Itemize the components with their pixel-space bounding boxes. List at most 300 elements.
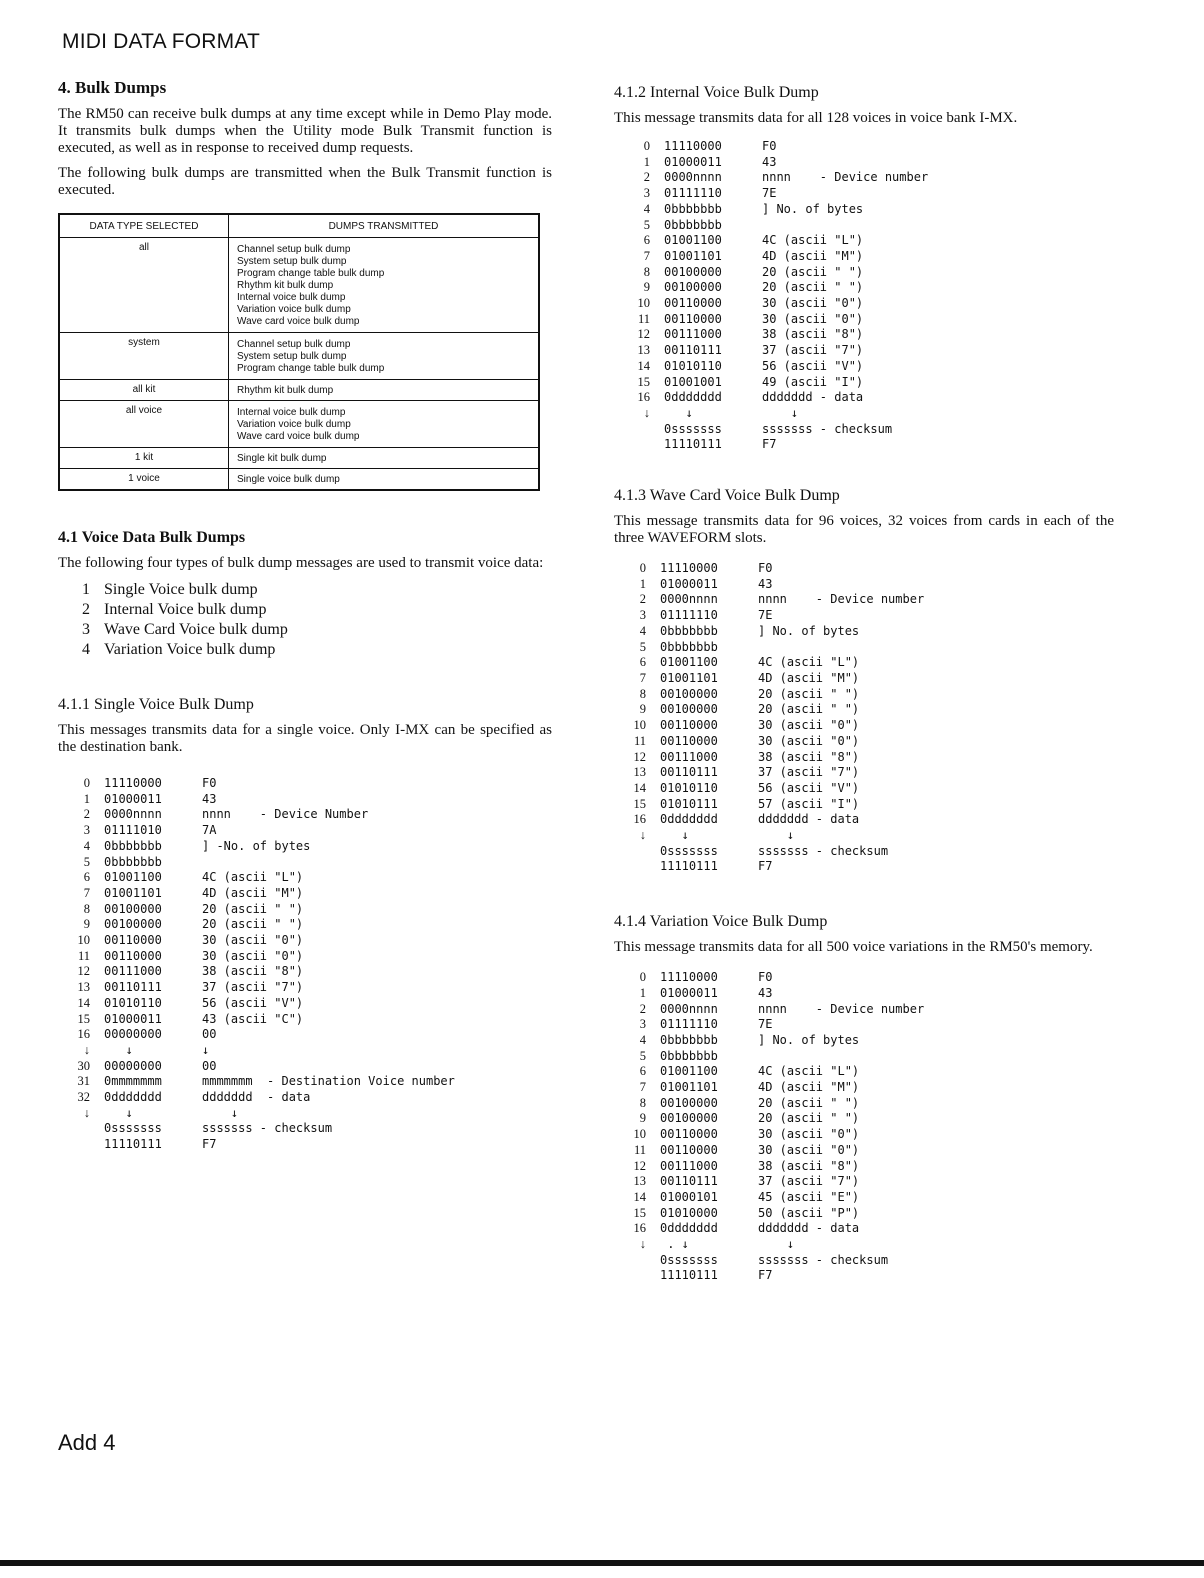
bulk-dumps-paragraph-2: The following bulk dumps are transmitted when the Bulk Transmit function is executed. [58,165,552,198]
byte-binary: 01000011 [660,985,718,1000]
message-byte-row [614,970,924,986]
byte-binary: 0ddddddd [104,1090,162,1105]
byte-value: 20 (ascii " ") [202,917,304,932]
byte-index: 13 [633,765,646,780]
byte-index: 11 [637,311,650,326]
byte-value: F7 [202,1137,217,1152]
byte-value: nnnn - Device Number [202,807,369,822]
byte-binary: 01001100 [660,1064,718,1079]
message-byte-row [614,1221,924,1237]
byte-value: sssssss - checksum [202,1121,333,1136]
dump-item: System setup bulk dump [237,256,347,267]
byte-binary: 00110000 [660,1142,718,1157]
page-footer: Add 4 [58,1430,116,1455]
byte-index: 16 [633,812,646,827]
message-byte-row [614,1080,924,1096]
message-byte-row [58,855,455,871]
byte-index: 5 [639,639,646,654]
byte-value: ddddddd - data [758,1221,860,1236]
byte-binary: ↓ [104,1042,133,1057]
dumps-cell [229,380,540,401]
byte-binary: 0000nnnn [660,1001,718,1016]
byte-binary: 01010110 [664,358,722,373]
byte-binary: 01001101 [660,670,718,685]
byte-value: 38 (ascii "8") [758,1158,860,1173]
byte-binary: 00100000 [664,264,722,279]
message-byte-row [614,1064,924,1080]
byte-value: 38 (ascii "8") [762,327,864,342]
byte-index: 14 [633,780,646,795]
byte-value: 30 (ascii "0") [762,296,864,311]
byte-binary: 01111010 [104,823,162,838]
message-byte-row [614,1127,924,1143]
section-heading-single-voice: 4.1.1 Single Voice Bulk Dump [58,696,254,713]
byte-value: 7E [758,608,773,623]
bottom-rule [0,1560,1204,1566]
byte-value [202,855,455,871]
byte-value: 30 (ascii "0") [762,311,864,326]
byte-value: 37 (ascii "7") [202,980,304,995]
byte-value: nnnn - Device number [762,170,929,185]
section-heading-wave-card-voice: 4.1.3 Wave Card Voice Bulk Dump [614,487,840,505]
message-byte-row [614,702,924,718]
data-type-cell: all kit [59,380,229,401]
byte-index: 1 [83,791,90,806]
message-byte-row [614,859,924,875]
message-byte-row [614,765,924,781]
byte-binary: 11110111 [660,859,718,874]
table-header-row [59,214,539,238]
byte-value: 43 [758,576,773,591]
byte-binary: 01000101 [660,1189,718,1204]
byte-value: ddddddd - data [758,812,860,827]
message-byte-row [614,1206,924,1222]
message-byte-row [618,406,928,422]
byte-index: ↓ [639,828,646,843]
message-byte-row [58,870,455,886]
page-header: MIDI DATA FORMAT [62,30,261,53]
table-header-dumps: DUMPS TRANSMITTED [229,214,540,238]
message-byte-row [618,139,928,155]
byte-index: 11 [633,733,646,748]
message-byte-row [58,917,455,933]
byte-binary: 0bbbbbbb [660,1048,718,1063]
data-type-cell: 1 voice [59,469,229,491]
dumps-cell [229,469,540,491]
byte-binary: ↓ [104,1105,133,1120]
byte-index: 15 [77,1011,90,1026]
byte-index: 3 [639,1017,646,1032]
internal-voice-paragraph: This message transmits data for all 128 voices in voice bank I-MX. [614,110,1018,126]
message-byte-row [614,1049,924,1065]
dump-item: Variation voice bulk dump [237,304,351,315]
message-byte-row [614,1111,924,1127]
message-byte-row [614,671,924,687]
message-byte-row [58,1074,455,1090]
byte-binary: 00110111 [660,1174,718,1189]
byte-value: 4C (ascii "L") [202,870,304,885]
message-byte-row [614,640,924,656]
byte-binary: 00110000 [664,296,722,311]
byte-value: 45 (ascii "E") [758,1189,860,1204]
byte-value: ↓ [758,1237,795,1252]
byte-value: 4C (ascii "L") [762,233,864,248]
byte-binary: 0bbbbbbb [664,201,722,216]
byte-index [614,1253,660,1269]
message-byte-row [618,186,928,202]
byte-index: 8 [639,686,646,701]
byte-binary: 00110111 [104,980,162,995]
byte-index: 3 [83,823,90,838]
byte-index: ↓ [639,1237,646,1252]
byte-value: 20 (ascii " ") [762,280,864,295]
byte-index: 14 [77,995,90,1010]
byte-binary: 0sssssss [104,1121,162,1136]
message-byte-row [618,343,928,359]
byte-index: 2 [643,170,650,185]
byte-index: 0 [643,139,650,153]
table-row [59,448,539,469]
message-byte-row [614,655,924,671]
byte-index [618,437,664,453]
voice-data-paragraph: The following four types of bulk dump messages are used to transmit voice data: [58,555,544,571]
byte-binary: 01000011 [660,576,718,591]
message-byte-row [614,986,924,1002]
byte-binary: 0ddddddd [660,1221,718,1236]
byte-index: 1 [643,154,650,169]
byte-index: 32 [77,1090,90,1105]
section-heading-internal-voice: 4.1.2 Internal Voice Bulk Dump [614,84,819,101]
byte-binary: 00100000 [104,901,162,916]
list-item: 2 Internal Voice bulk dump [82,601,267,618]
message-byte-row [618,265,928,281]
byte-value: F0 [758,561,773,576]
message-byte-row [614,828,924,844]
byte-index: 4 [83,838,90,853]
byte-binary: 01111110 [664,186,722,201]
byte-binary: . ↓ [660,1237,689,1252]
single-voice-message-listing [58,776,455,1153]
byte-binary: 00100000 [664,280,722,295]
message-byte-row [58,776,455,792]
byte-binary: 01001100 [664,233,722,248]
byte-index: 16 [77,1027,90,1042]
byte-binary: 11110000 [660,970,718,985]
message-byte-row [614,1253,924,1269]
internal-voice-message-listing [618,139,928,453]
byte-index: 6 [643,233,650,248]
byte-index [58,1121,104,1137]
dump-item: Internal voice bulk dump [237,292,346,303]
byte-binary: 01001101 [660,1080,718,1095]
byte-binary: 11110000 [664,139,722,153]
byte-binary: 0bbbbbbb [660,639,718,654]
byte-binary: 0000nnnn [664,170,722,185]
dump-item: Single voice bulk dump [237,474,340,485]
dump-item: System setup bulk dump [237,351,347,362]
byte-value: 30 (ascii "0") [758,718,860,733]
message-byte-row [614,1143,924,1159]
byte-binary: 0ddddddd [664,390,722,405]
byte-binary: 01000011 [664,154,722,169]
message-byte-row [614,1268,924,1284]
byte-binary: 00100000 [660,686,718,701]
byte-value: 43 [758,985,773,1000]
byte-value: ↓ [758,828,795,843]
byte-binary: 0000nnnn [104,807,162,822]
byte-value: 4C (ascii "L") [758,1064,860,1079]
byte-value: 50 (ascii "P") [758,1205,860,1220]
message-byte-row [618,170,928,186]
byte-value: F0 [758,970,773,985]
byte-index: 9 [639,702,646,717]
byte-value: 43 [202,791,217,806]
byte-index: 8 [83,901,90,916]
byte-binary: 00111000 [660,1158,718,1173]
byte-binary: 00000000 [104,1058,162,1073]
byte-binary: 11110111 [660,1268,718,1283]
byte-value: ↓ [202,1042,210,1057]
message-byte-row [58,902,455,918]
byte-value: sssssss - checksum [762,421,893,436]
byte-binary: 00111000 [104,964,162,979]
byte-value [758,640,924,656]
byte-value: 56 (ascii "V") [762,358,864,373]
byte-index: 2 [639,592,646,607]
byte-index: 5 [643,217,650,232]
message-byte-row [58,996,455,1012]
message-byte-row [58,1090,455,1106]
byte-index: 7 [639,1080,646,1095]
byte-binary: 11110111 [664,437,722,452]
byte-binary: 01010111 [660,796,718,811]
byte-index: 10 [637,296,650,311]
byte-binary: 01010110 [104,995,162,1010]
message-byte-row [614,1159,924,1175]
byte-binary: 00100000 [660,1111,718,1126]
variation-voice-paragraph: This message transmits data for all 500 voice variations in the RM50's memory. [614,939,1093,956]
wave-card-voice-paragraph: This message transmits data for 96 voices, 32 voices from cards in each of the three WAVEFORM slots. [614,513,1114,547]
byte-value: mmmmmmm - Destination Voice number [202,1074,455,1089]
left-column [58,78,552,1153]
byte-value: ] -No. of bytes [202,838,311,853]
byte-value: F7 [758,859,773,874]
byte-index: 8 [639,1095,646,1110]
message-byte-row [58,1121,455,1137]
message-byte-row [618,312,928,328]
byte-value: 4D (ascii "M") [758,1080,860,1095]
byte-binary: ↓ [660,828,689,843]
byte-value: 7E [762,186,777,201]
byte-index: 9 [83,917,90,932]
byte-value: ↓ [202,1105,239,1120]
byte-index: 13 [633,1174,646,1189]
byte-binary: 00110000 [660,733,718,748]
message-byte-row [618,327,928,343]
byte-binary: 01111110 [660,608,718,623]
byte-binary: 01001100 [104,870,162,885]
byte-value: F0 [202,776,217,790]
byte-value: 7A [202,823,217,838]
message-byte-row [614,561,924,577]
byte-index: 6 [83,870,90,885]
message-byte-row [614,1190,924,1206]
byte-index: 9 [643,280,650,295]
message-byte-row [618,202,928,218]
byte-value: 30 (ascii "0") [758,733,860,748]
byte-index: 3 [639,608,646,623]
message-byte-row [614,577,924,593]
message-byte-row [618,233,928,249]
message-byte-row [618,218,928,234]
byte-binary: 00111000 [660,749,718,764]
byte-index: 14 [637,358,650,373]
byte-binary: 0sssssss [660,843,718,858]
data-type-cell: all [59,238,229,333]
list-item: 3 Wave Card Voice bulk dump [82,621,288,638]
table-header-data-type: DATA TYPE SELECTED [59,214,229,238]
bulk-dumps-paragraph-1: The RM50 can receive bulk dumps at any time except while in Demo Play mode. It transmits bulk dumps when the Utility mode Bulk Transmit function is executed, as well as in response to received dump requests. [58,106,552,156]
message-byte-row [614,1002,924,1018]
byte-binary: 00110000 [660,718,718,733]
dump-item: Rhythm kit bulk dump [237,385,334,396]
byte-binary: 00111000 [664,327,722,342]
byte-value: nnnn - Device number [758,1001,925,1016]
byte-binary: 0bbbbbbb [664,217,722,232]
byte-value: 4D (ascii "M") [202,885,304,900]
message-byte-row [58,1027,455,1043]
byte-index [614,859,660,875]
message-byte-row [614,812,924,828]
byte-value: 4D (ascii "M") [758,670,860,685]
section-heading-variation-voice: 4.1.4 Variation Voice Bulk Dump [614,913,828,931]
byte-value: 30 (ascii "0") [758,1142,860,1157]
byte-value: ] No. of bytes [758,1032,860,1047]
byte-value: 56 (ascii "V") [758,780,860,795]
byte-index: 13 [637,343,650,358]
message-byte-row [58,823,455,839]
byte-value: 43 (ascii "C") [202,1011,304,1026]
message-byte-row [614,608,924,624]
voice-dump-type-list [82,580,552,660]
message-byte-row [614,781,924,797]
byte-index: 11 [633,1142,646,1157]
byte-binary: 00110000 [660,1127,718,1142]
dump-item: Channel setup bulk dump [237,339,351,350]
message-byte-row [614,718,924,734]
dump-item: Internal voice bulk dump [237,407,346,418]
byte-index: 6 [639,655,646,670]
byte-value: 00 [202,1058,217,1073]
byte-index: 0 [639,561,646,576]
message-byte-row [614,1033,924,1049]
byte-value: 4C (ascii "L") [758,655,860,670]
byte-binary: 11110000 [104,776,162,790]
byte-value: ddddddd - data [202,1090,311,1105]
byte-value: F7 [758,1268,773,1283]
byte-value: 57 (ascii "I") [758,796,860,811]
byte-binary: 11110000 [660,561,718,576]
byte-index: 16 [633,1221,646,1236]
message-byte-row [58,1012,455,1028]
byte-index: 8 [643,264,650,279]
message-byte-row [614,734,924,750]
byte-index [618,422,664,438]
byte-value: 20 (ascii " ") [758,1111,860,1126]
message-byte-row [58,1137,455,1153]
byte-binary: 0000nnnn [660,592,718,607]
byte-binary: 0bbbbbbb [660,623,718,638]
message-byte-row [618,296,928,312]
byte-binary: 0bbbbbbb [104,838,162,853]
message-byte-row [58,949,455,965]
byte-value: 4D (ascii "M") [762,248,864,263]
dumps-cell [229,238,540,333]
section-heading-voice-data: 4.1 Voice Data Bulk Dumps [58,529,246,546]
byte-value: 38 (ascii "8") [758,749,860,764]
byte-index: 11 [77,948,90,963]
message-byte-row [618,375,928,391]
byte-binary: 01000011 [104,791,162,806]
byte-binary: 00110111 [664,343,722,358]
byte-index: ↓ [83,1042,90,1057]
dump-item: Program change table bulk dump [237,268,385,279]
byte-index: 4 [639,1032,646,1047]
single-voice-paragraph: This messages transmits data for a single voice. Only I-MX can be specified as the destination bank. [58,722,552,755]
byte-index: 12 [633,749,646,764]
byte-binary: 01111110 [660,1017,718,1032]
byte-index: ↓ [643,405,650,420]
byte-value [762,218,928,234]
byte-binary: 00110000 [664,311,722,326]
message-byte-row [58,964,455,980]
byte-index: 15 [637,374,650,389]
message-byte-row [618,422,928,438]
byte-binary: 00110000 [104,948,162,963]
byte-value: 37 (ascii "7") [762,343,864,358]
message-byte-row [58,886,455,902]
byte-binary: 0bbbbbbb [104,854,162,869]
byte-value: ] No. of bytes [762,201,864,216]
byte-index: 10 [633,1127,646,1142]
byte-index: 3 [643,186,650,201]
message-byte-row [614,1096,924,1112]
byte-index: 10 [633,718,646,733]
variation-voice-message-listing [614,970,924,1284]
dumps-cell [229,333,540,380]
byte-binary: 00100000 [660,702,718,717]
dump-item: Program change table bulk dump [237,363,385,374]
byte-index: 15 [633,796,646,811]
byte-index: 1 [639,985,646,1000]
byte-index: ↓ [83,1105,90,1120]
byte-index [58,1137,104,1153]
byte-binary: 0mmmmmmm [104,1074,162,1089]
byte-value: 49 (ascii "I") [762,374,864,389]
table-row [59,401,539,448]
byte-index: 2 [639,1001,646,1016]
byte-index: 5 [639,1048,646,1063]
dumps-cell [229,401,540,448]
byte-value: 20 (ascii " ") [758,1095,860,1110]
byte-binary: 0sssssss [664,421,722,436]
byte-value: sssssss - checksum [758,1252,889,1267]
byte-binary: ↓ [664,405,693,420]
message-byte-row [618,359,928,375]
wave-card-voice-message-listing [614,561,924,875]
byte-binary: 01001001 [664,374,722,389]
message-byte-row [618,249,928,265]
